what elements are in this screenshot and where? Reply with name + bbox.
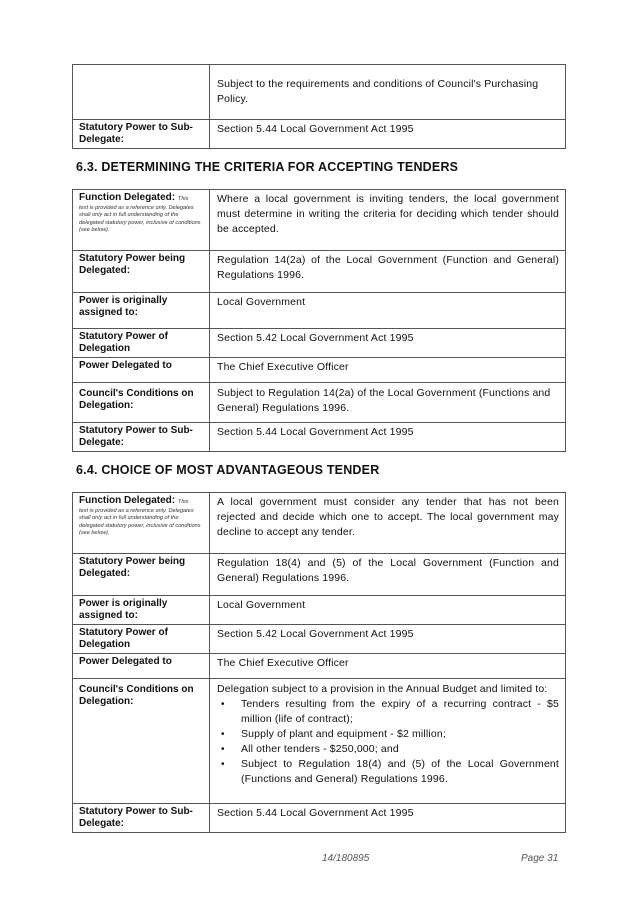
function-delegated-value: A local government must consider any tender that has not been rejected and decide which one to accept. The local government may decline to accept any tender.: [210, 493, 566, 554]
list-item: • Subject to Regulation 18(4) and (5) of the Local Government (Functions and General) Regulations 1996.: [241, 757, 559, 787]
purchasing-policy-text: Subject to the requirements and conditions of Council's Purchasing Policy.: [210, 65, 566, 120]
delegation-table-6-3: [72, 189, 566, 452]
section-heading-6-4: 6.4. CHOICE OF MOST ADVANTAGEOUS TENDER: [76, 463, 380, 477]
reference-note: text is provided as a reference only. Delegates shall only act in full understanding of the delegated statutory power, inclusive of conditions (see below).: [79, 508, 201, 536]
reference-note: text is provided as a reference only. Delegates shall only act in full understanding of the delegated statutory power, inclusive of conditions (see below).: [79, 205, 201, 233]
function-delegated-value: Where a local government is inviting tenders, the local government must determine in writing the criteria for deciding which tender should be accepted.: [210, 190, 566, 251]
reference-note-first: This: [177, 499, 189, 505]
conditions-value: Subject to Regulation 14(2a) of the Local Government (Functions and General) Regulations 1996.: [210, 383, 566, 423]
reference-note-first: This: [177, 196, 189, 202]
power-of-delegation-label: Statutory Power of Delegation: [73, 329, 210, 358]
delegation-table-6-4: [72, 492, 566, 833]
conditions-intro: Delegation subject to a provision in the Annual Budget and limited to:: [217, 683, 548, 695]
power-delegated-to-value: The Chief Executive Officer: [210, 654, 566, 679]
originally-assigned-label: Power is originally assigned to:: [73, 293, 210, 329]
power-of-delegation-value: Section 5.42 Local Government Act 1995: [210, 625, 566, 654]
statutory-power-label: Statutory Power being Delegated:: [73, 251, 210, 293]
conditions-list: [217, 697, 559, 787]
statutory-power-value: Regulation 14(2a) of the Local Government (Function and General) Regulations 1996.: [210, 251, 566, 293]
list-item: • All other tenders - $250,000; and: [241, 742, 559, 757]
power-delegated-to-value: The Chief Executive Officer: [210, 358, 566, 383]
page-number: Page 31: [521, 853, 559, 864]
list-item: • Tenders resulting from the expiry of a recurring contract - $5 million (life of contract);: [241, 697, 559, 727]
document-number: 14/180895: [322, 853, 370, 864]
function-delegated-label-cell: [73, 190, 210, 251]
power-delegated-to-label: Power Delegated to: [73, 358, 210, 383]
statutory-power-value: Regulation 18(4) and (5) of the Local Government (Function and General) Regulations 1996.: [210, 554, 566, 596]
empty-label-cell: [73, 65, 210, 120]
function-delegated-label: Function Delegated:: [79, 192, 176, 203]
subdelegate-value: Section 5.44 Local Government Act 1995: [210, 120, 566, 149]
power-delegated-to-label: Power Delegated to: [73, 654, 210, 679]
conditions-cell: [210, 679, 566, 804]
subdelegate-label: Statutory Power to Sub-Delegate:: [73, 120, 210, 149]
power-of-delegation-label: Statutory Power of Delegation: [73, 625, 210, 654]
list-item: • Supply of plant and equipment - $2 million;: [241, 727, 559, 742]
subdelegate-label: Statutory Power to Sub-Delegate:: [73, 804, 210, 833]
subdelegate-value: Section 5.44 Local Government Act 1995: [210, 423, 566, 452]
originally-assigned-label: Power is originally assigned to:: [73, 596, 210, 625]
subdelegate-value: Section 5.44 Local Government Act 1995: [210, 804, 566, 833]
section-heading-6-3: 6.3. DETERMINING THE CRITERIA FOR ACCEPTING TENDERS: [76, 160, 459, 174]
power-of-delegation-value: Section 5.42 Local Government Act 1995: [210, 329, 566, 358]
subdelegate-label: Statutory Power to Sub-Delegate:: [73, 423, 210, 452]
function-delegated-label-cell: [73, 493, 210, 554]
originally-assigned-value: Local Government: [210, 293, 566, 329]
conditions-label: Council's Conditions on Delegation:: [73, 679, 210, 804]
continuation-table: [72, 64, 566, 149]
conditions-label: Council's Conditions on Delegation:: [73, 383, 210, 423]
originally-assigned-value: Local Government: [210, 596, 566, 625]
function-delegated-label: Function Delegated:: [79, 495, 176, 506]
statutory-power-label: Statutory Power being Delegated:: [73, 554, 210, 596]
